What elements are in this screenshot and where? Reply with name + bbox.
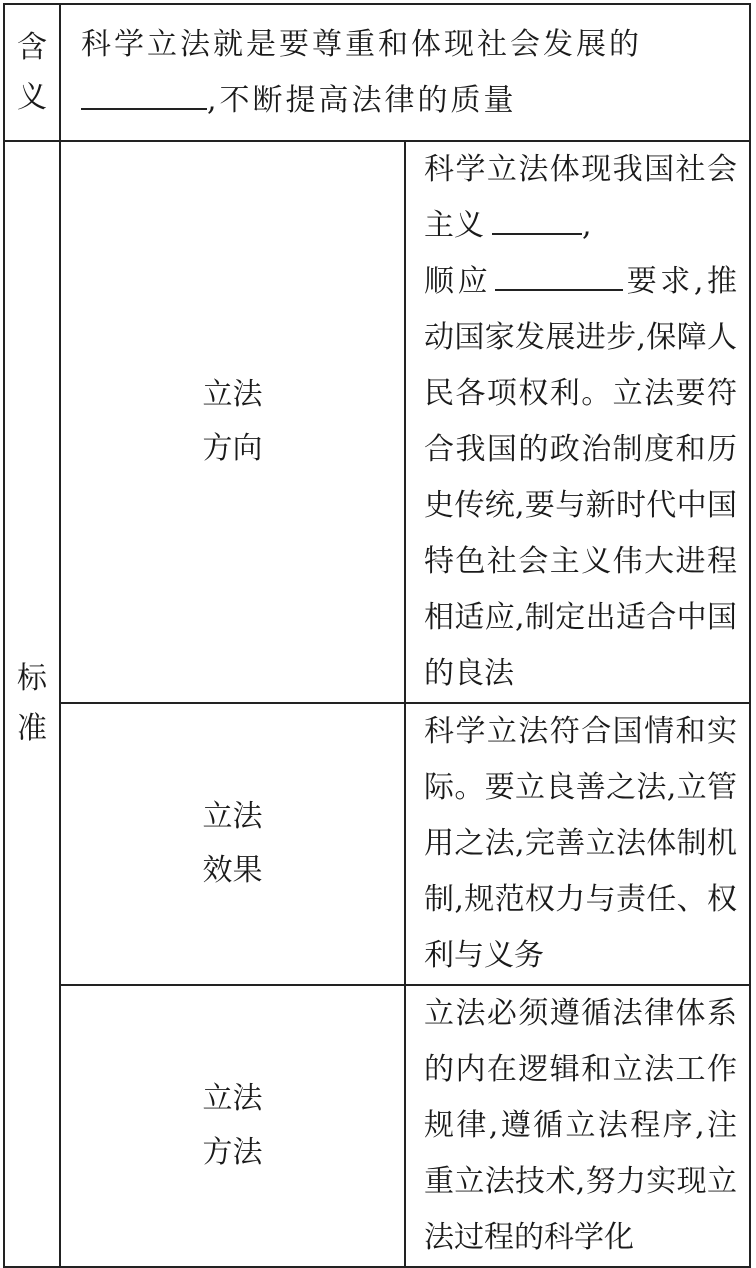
method-row xyxy=(4,985,750,1267)
direction-label-line-1: 立法 xyxy=(202,377,263,412)
effect-content: 科学立法符合国情和实际。要立良善之法,立管用之法,完善立法体制机制,规范权力与责任、权利与义务 xyxy=(405,703,750,985)
method-label-line-1: 立法 xyxy=(202,1081,263,1116)
direction-row xyxy=(4,141,750,703)
scientific-legislation-table xyxy=(3,3,751,1268)
effect-label xyxy=(60,703,405,985)
method-label xyxy=(60,985,405,1267)
effect-row xyxy=(4,703,750,985)
meaning-header-char-2: 义 xyxy=(17,79,47,115)
meaning-header xyxy=(4,4,60,141)
direction-label-line-2: 方向 xyxy=(202,431,263,466)
standard-header-char-1: 标 xyxy=(17,661,47,696)
standard-header-char-2: 准 xyxy=(17,711,47,746)
meaning-header-char-1: 含 xyxy=(17,29,47,65)
direction-line-2-start: 顺应 xyxy=(424,264,492,299)
meaning-answer-blank xyxy=(81,78,207,110)
effect-label-line-2: 效果 xyxy=(202,853,263,888)
meaning-row xyxy=(4,4,750,141)
effect-label-line-1: 立法 xyxy=(202,799,263,834)
meaning-content xyxy=(60,4,750,141)
direction-answer-blank-1 xyxy=(492,203,582,235)
direction-content xyxy=(405,141,750,703)
direction-label xyxy=(60,141,405,703)
method-label-line-2: 方法 xyxy=(202,1135,263,1170)
direction-text-rest: 步,保障人民各项权利。立法要符合我国的政治制度和历史传统,要与新时代中国特色社会主义伟大进程相适应,制定出适合中国的良法 xyxy=(424,320,737,691)
direction-line-1-end: , xyxy=(582,208,592,243)
meaning-line-2: ,不断提高法律的质量 xyxy=(207,82,517,118)
method-content: 立法必须遵循法律体系的内在逻辑和立法工作规律,遵循立法程序,注重立法技术,努力实现立法过程的科学化 xyxy=(405,985,750,1267)
meaning-line-1: 科学立法就是要尊重和体现社会发展的 xyxy=(81,26,642,62)
standard-header xyxy=(4,141,60,1267)
direction-line-1: 科学立法体现我国社会主义 xyxy=(424,152,737,243)
direction-answer-blank-2 xyxy=(495,259,623,291)
direction-line-2-end: 要求,推动国家发展进 xyxy=(424,264,737,355)
